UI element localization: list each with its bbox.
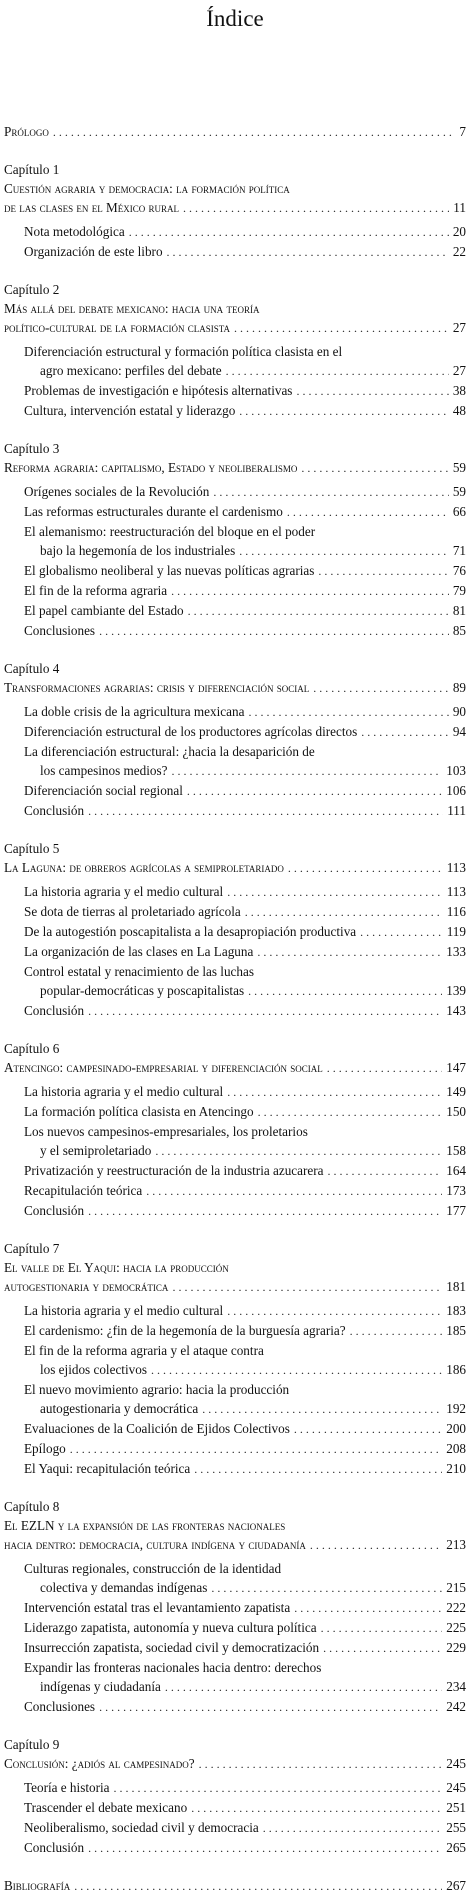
toc-entry[interactable] — [0, 1818, 470, 1838]
toc-entry[interactable] — [0, 1360, 470, 1380]
page-number: 245 — [446, 1780, 466, 1795]
entry-title: Epílogo — [24, 1441, 66, 1456]
toc-entry[interactable] — [0, 561, 470, 581]
toc-entry[interactable] — [0, 1439, 470, 1459]
page-number: 66 — [452, 504, 466, 519]
dot-leader — [227, 1083, 442, 1102]
chapter-title-line[interactable] — [0, 1535, 470, 1555]
dot-leader — [88, 1202, 442, 1221]
chapter-title-text: de las clases en el México rural — [4, 200, 180, 215]
entry-title: Orígenes sociales de la Revolución — [24, 484, 210, 499]
entry-title: La doble crisis de la agricultura mexicana — [24, 704, 245, 719]
page-number: 94 — [452, 724, 466, 739]
toc-entry[interactable] — [0, 1102, 470, 1122]
page-number: 27 — [452, 363, 466, 378]
entry-title: Las reformas estructurales durante el cardenismo — [24, 504, 283, 519]
dot-leader — [88, 1839, 442, 1858]
toc-entry-line — [0, 1341, 470, 1360]
chapter-block — [0, 1239, 470, 1479]
dot-leader — [146, 1182, 442, 1201]
dot-leader — [239, 542, 449, 561]
toc-entry[interactable] — [0, 702, 470, 722]
page-number: 48 — [452, 403, 466, 418]
entry-title: Liderazgo zapatista, autonomía y nueva cultura política — [24, 1620, 317, 1635]
page-number: 133 — [446, 944, 466, 959]
chapter-block — [0, 439, 470, 641]
page-number: 177 — [446, 1203, 466, 1218]
page-number: 200 — [446, 1421, 466, 1436]
entry-title: Conclusiones — [24, 1699, 96, 1714]
entry-title: El fin de la reforma agraria — [24, 583, 168, 598]
toc-entry-line — [0, 1380, 470, 1399]
page-number: 234 — [446, 1679, 466, 1694]
entry-title: Diferenciación social regional — [24, 783, 183, 798]
entry-title: Los nuevos campesinos-empresariales, los proletarios — [24, 1124, 308, 1139]
toc-entry-line — [0, 962, 470, 981]
toc-entry-bibliografia[interactable] — [0, 1876, 470, 1896]
dot-leader — [213, 483, 449, 502]
dot-leader — [171, 582, 449, 601]
page-number: 147 — [446, 1060, 466, 1075]
dot-leader — [88, 1002, 442, 1021]
entry-title: La organización de las clases en La Laguna — [24, 944, 254, 959]
page-number: 255 — [446, 1820, 466, 1835]
dot-leader — [294, 1420, 442, 1439]
toc-entry[interactable] — [0, 1459, 470, 1479]
dot-leader — [70, 1440, 442, 1459]
chapter-title-text: Cuestión agraria y democracia: la formación política — [4, 181, 290, 196]
entry-title: El fin de la reforma agraria y el ataque contra — [24, 1343, 264, 1358]
entry-title: Insurrección zapatista, sociedad civil y democratización — [24, 1640, 320, 1655]
entry-title: El Yaqui: recapitulación teórica — [24, 1461, 191, 1476]
entry-title: Organización de este libro — [24, 244, 163, 259]
page-number: 116 — [446, 904, 466, 919]
chapter-title-text: Transformaciones agrarias: crisis y diferenciación social — [4, 680, 310, 695]
chapter-title-text: El EZLN y la expansión de las fronteras nacionales — [4, 1518, 286, 1533]
chapter-title-text: hacia dentro: democracia, cultura indígena y ciudadanía — [4, 1537, 306, 1552]
page-number: 79 — [452, 583, 466, 598]
page-number: 143 — [446, 1003, 466, 1018]
page-number: 139 — [446, 983, 466, 998]
page-number: 173 — [446, 1183, 466, 1198]
chapter-title-text: Atencingo: campesinado-empresarial y diferenciación social — [4, 1060, 323, 1075]
chapter-label: Capítulo 9 — [4, 1737, 60, 1752]
chapter-title-line[interactable] — [0, 1277, 470, 1297]
page-number: 22 — [452, 244, 466, 259]
dot-leader — [301, 459, 448, 478]
page-number: 89 — [452, 680, 466, 695]
entry-title: Se dota de tierras al proletariado agrícola — [24, 904, 241, 919]
toc-entry[interactable] — [0, 1141, 470, 1161]
chapter-block — [0, 839, 470, 1021]
toc-entry[interactable] — [0, 1697, 470, 1717]
dot-leader — [114, 1779, 443, 1798]
entry-title: La historia agraria y el medio cultural — [24, 1084, 224, 1099]
entry-title: Teoría e historia — [24, 1780, 110, 1795]
entry-title: La diferenciación estructural: ¿hacia la desaparición de — [24, 744, 315, 759]
dot-leader — [258, 1103, 443, 1122]
chapter-block — [0, 1039, 470, 1221]
toc-entry[interactable] — [0, 1161, 470, 1181]
dot-leader — [318, 562, 448, 581]
page-number: 76 — [452, 563, 466, 578]
page-number: 185 — [446, 1323, 466, 1338]
toc-entry[interactable] — [0, 381, 470, 401]
chapter-title-text: Reforma agraria: capitalismo, Estado y neoliberalismo — [4, 460, 298, 475]
page-number: 113 — [446, 884, 466, 899]
entry-title: agro mexicano: perfiles del debate — [40, 363, 222, 378]
entry-title: Diferenciación estructural y formación política clasista en el — [24, 344, 343, 359]
chapter-title-line — [0, 299, 470, 318]
dot-leader — [226, 362, 449, 381]
page-number: 164 — [446, 1163, 466, 1178]
chapter-block — [0, 280, 470, 421]
entry-title: Culturas regionales, construcción de la identidad — [24, 1561, 282, 1576]
entry-title: De la autogestión poscapitalista a la desapropiación productiva — [24, 924, 357, 939]
dot-leader — [321, 1619, 443, 1638]
toc-entry[interactable] — [0, 482, 470, 502]
entry-title: Cultura, intervención estatal y liderazgo — [24, 403, 236, 418]
dot-leader — [296, 382, 448, 401]
toc-entry-line — [0, 1559, 470, 1578]
dot-leader — [328, 1162, 443, 1181]
entry-title: Evaluaciones de la Coalición de Ejidos Colectivos — [24, 1421, 290, 1436]
entry-title: Neoliberalismo, sociedad civil y democracia — [24, 1820, 259, 1835]
toc-entry[interactable] — [0, 1399, 470, 1419]
chapter-title-line[interactable] — [0, 318, 470, 338]
entry-title: Conclusión — [24, 803, 85, 818]
table-of-contents — [0, 122, 470, 1896]
entry-title: bajo la hegemonía de los industriales — [40, 543, 236, 558]
dot-leader — [165, 1678, 442, 1697]
chapter-title-line[interactable] — [0, 678, 470, 698]
toc-entry[interactable] — [0, 581, 470, 601]
chapter-title-line — [0, 1258, 470, 1277]
page-number: 181 — [446, 1279, 466, 1294]
toc-entry[interactable] — [0, 1838, 470, 1858]
entry-title: El papel cambiante del Estado — [24, 603, 184, 618]
dot-leader — [287, 503, 449, 522]
entry-title: El globalismo neoliberal y las nuevas políticas agrarias — [24, 563, 315, 578]
page-number: 213 — [446, 1537, 466, 1552]
entry-title: El alemanismo: reestructuración del bloque en el poder — [24, 524, 316, 539]
page-number: 208 — [446, 1441, 466, 1456]
dot-leader — [360, 923, 443, 942]
toc-entry-line — [0, 522, 470, 541]
chapter-label: Capítulo 4 — [4, 661, 60, 676]
dot-leader — [239, 402, 449, 421]
toc-entry-line — [0, 742, 470, 761]
chapter-block — [0, 1735, 470, 1858]
dot-leader — [361, 723, 449, 742]
toc-entry[interactable] — [0, 1201, 470, 1221]
dot-leader — [187, 782, 442, 801]
toc-entry[interactable] — [0, 1598, 470, 1618]
dot-leader — [88, 802, 443, 821]
dot-leader — [350, 1322, 443, 1341]
dot-leader — [183, 199, 449, 218]
toc-entry[interactable] — [0, 781, 470, 801]
chapter-title-text: La Laguna: de obreros agrícolas a semiproletariado — [4, 860, 284, 875]
page-number: 265 — [446, 1840, 466, 1855]
chapter-label: Capítulo 7 — [4, 1241, 60, 1256]
page-number: 85 — [452, 623, 466, 638]
chapter-title-text: El valle de El Yaqui: hacia la producción — [4, 1260, 229, 1275]
page-number: 229 — [446, 1640, 466, 1655]
dot-leader — [248, 982, 442, 1001]
page-number: 186 — [446, 1362, 466, 1377]
chapter-title-line[interactable] — [0, 1058, 470, 1078]
toc-entry[interactable] — [0, 1778, 470, 1798]
chapter-title-line[interactable] — [0, 1754, 470, 1774]
entry-title: Conclusión — [24, 1003, 85, 1018]
page-number: 11 — [453, 200, 466, 215]
entry-title: colectiva y demandas indígenas — [40, 1580, 208, 1595]
toc-entry[interactable] — [0, 1301, 470, 1321]
entry-title: autogestionaria y democrática — [40, 1401, 199, 1416]
page-number: 27 — [452, 320, 466, 335]
page-number: 225 — [446, 1620, 466, 1635]
page-number: 103 — [446, 763, 466, 778]
page-number: 71 — [452, 543, 466, 558]
section-list — [0, 342, 470, 421]
dot-leader — [263, 1819, 442, 1838]
page-number: 20 — [452, 224, 466, 239]
page-number: 215 — [446, 1580, 466, 1595]
entry-title: Prólogo — [4, 124, 49, 139]
chapter-title-line[interactable] — [0, 198, 470, 218]
toc-entry[interactable] — [0, 922, 470, 942]
page-number: 192 — [446, 1401, 466, 1416]
dot-leader — [288, 859, 443, 878]
dot-leader — [227, 883, 443, 902]
chapter-title-line — [0, 179, 470, 198]
dot-leader — [313, 679, 449, 698]
dot-leader — [171, 762, 442, 781]
dot-leader — [227, 1302, 442, 1321]
toc-entry-line — [0, 342, 470, 361]
page-number: 183 — [446, 1303, 466, 1318]
dot-leader — [294, 1599, 442, 1618]
dot-leader — [211, 1579, 442, 1598]
toc-entry[interactable] — [0, 541, 470, 561]
dot-leader — [99, 622, 449, 641]
chapter-label: Capítulo 1 — [4, 162, 60, 177]
section-list — [0, 222, 470, 262]
toc-entry[interactable] — [0, 601, 470, 621]
dot-leader — [194, 1460, 442, 1479]
chapter-block — [0, 659, 470, 821]
section-list — [0, 882, 470, 1021]
toc-entry[interactable] — [0, 1618, 470, 1638]
toc-entry[interactable] — [0, 1181, 470, 1201]
chapter-label: Capítulo 3 — [4, 441, 60, 456]
chapter-list — [0, 160, 470, 1858]
toc-entry[interactable] — [0, 1677, 470, 1697]
page-number: 106 — [446, 783, 466, 798]
page-number: 90 — [452, 704, 466, 719]
page-number: 59 — [452, 484, 466, 499]
dot-leader — [129, 223, 449, 242]
page-title: Índice — [206, 6, 264, 31]
dot-leader — [172, 1278, 442, 1297]
page-number: 59 — [452, 460, 466, 475]
toc-entry[interactable] — [0, 502, 470, 522]
dot-leader — [199, 1755, 443, 1774]
toc-entry[interactable] — [0, 1001, 470, 1021]
toc-entry-prologo[interactable] — [0, 122, 470, 142]
chapter-label: Capítulo 5 — [4, 841, 60, 856]
page-number: 7 — [459, 124, 466, 139]
page-number: 150 — [446, 1104, 466, 1119]
dot-leader — [234, 319, 449, 338]
toc-entry[interactable] — [0, 222, 470, 242]
entry-title: Trascender el debate mexicano — [24, 1800, 188, 1815]
entry-title: indígenas y ciudadanía — [40, 1679, 161, 1694]
page-number: 111 — [447, 803, 466, 818]
page-number: 113 — [446, 860, 466, 875]
page-number: 267 — [446, 1878, 466, 1893]
dot-leader — [248, 703, 448, 722]
dot-leader — [245, 903, 443, 922]
toc-entry[interactable] — [0, 801, 470, 821]
entry-title: La historia agraria y el medio cultural — [24, 1303, 224, 1318]
chapter-title-text: político-cultural de la formación clasista — [4, 320, 231, 335]
chapter-title-line[interactable] — [0, 858, 470, 878]
entry-title: Control estatal y renacimiento de las luchas — [24, 964, 254, 979]
chapter-title-text: Conclusión: ¿adiós al campesinado? — [4, 1756, 195, 1771]
entry-title: y el semiproletariado — [40, 1143, 152, 1158]
page-number: 38 — [452, 383, 466, 398]
section-list — [0, 1301, 470, 1479]
chapter-title-text: Más allá del debate mexicano: hacia una teoría — [4, 301, 260, 316]
toc-entry[interactable] — [0, 942, 470, 962]
toc-entry[interactable] — [0, 242, 470, 262]
toc-entry[interactable] — [0, 1578, 470, 1598]
toc-entry[interactable] — [0, 722, 470, 742]
section-list — [0, 702, 470, 821]
dot-leader — [74, 1877, 442, 1896]
entry-title: Bibliografía — [4, 1878, 71, 1893]
entry-title: El nuevo movimiento agrario: hacia la producción — [24, 1382, 290, 1397]
entry-title: Conclusión — [24, 1203, 85, 1218]
chapter-title-line — [0, 1516, 470, 1535]
toc-entry[interactable] — [0, 882, 470, 902]
entry-title: Recapitulación teórica — [24, 1183, 143, 1198]
chapter-title-text: autogestionaria y democrática — [4, 1279, 169, 1294]
page-number: 158 — [446, 1143, 466, 1158]
page-number: 251 — [446, 1800, 466, 1815]
page-number: 222 — [446, 1600, 466, 1615]
page-number: 119 — [446, 924, 466, 939]
section-list — [0, 1559, 470, 1717]
dot-leader — [323, 1639, 442, 1658]
entry-title: Nota metodológica — [24, 224, 125, 239]
dot-leader — [191, 1799, 442, 1818]
page-number: 245 — [446, 1756, 466, 1771]
entry-title: Problemas de investigación e hipótesis alternativas — [24, 383, 293, 398]
entry-title: los ejidos colectivos — [40, 1362, 147, 1377]
chapter-label: Capítulo 6 — [4, 1041, 60, 1056]
toc-entry[interactable] — [0, 981, 470, 1001]
entry-title: Conclusiones — [24, 623, 96, 638]
entry-title: Diferenciación estructural de los productores agrícolas directos — [24, 724, 358, 739]
chapter-label: Capítulo 2 — [4, 282, 60, 297]
chapter-block — [0, 1497, 470, 1717]
toc-entry[interactable] — [0, 1798, 470, 1818]
page-number: 210 — [446, 1461, 466, 1476]
section-list — [0, 1778, 470, 1858]
section-list — [0, 482, 470, 641]
entry-title: Conclusión — [24, 1840, 85, 1855]
page-number: 149 — [446, 1084, 466, 1099]
page-number: 242 — [446, 1699, 466, 1714]
entry-title: Intervención estatal tras el levantamiento zapatista — [24, 1600, 291, 1615]
dot-leader — [151, 1361, 442, 1380]
entry-title: Expandir las fronteras nacionales hacia dentro: derechos — [24, 1660, 322, 1675]
dot-leader — [327, 1059, 442, 1078]
toc-entry[interactable] — [0, 761, 470, 781]
toc-entry[interactable] — [0, 621, 470, 641]
entry-title: La historia agraria y el medio cultural — [24, 884, 224, 899]
dot-leader — [99, 1698, 442, 1717]
toc-entry[interactable] — [0, 401, 470, 421]
toc-entry[interactable] — [0, 1321, 470, 1341]
entry-title: Privatización y reestructuración de la industria azucarera — [24, 1163, 324, 1178]
chapter-title-line[interactable] — [0, 458, 470, 478]
dot-leader — [155, 1142, 442, 1161]
entry-title: los campesinos medios? — [40, 763, 168, 778]
toc-entry[interactable] — [0, 1082, 470, 1102]
dot-leader — [310, 1536, 442, 1555]
dot-leader — [167, 243, 449, 262]
page-number: 81 — [452, 603, 466, 618]
section-list — [0, 1082, 470, 1221]
chapter-label: Capítulo 8 — [4, 1499, 60, 1514]
toc-entry[interactable] — [0, 902, 470, 922]
toc-entry-line — [0, 1658, 470, 1677]
toc-entry[interactable] — [0, 361, 470, 381]
entry-title: popular-democráticas y poscapitalistas — [40, 983, 245, 998]
toc-entry[interactable] — [0, 1638, 470, 1658]
dot-leader — [188, 602, 449, 621]
toc-entry[interactable] — [0, 1419, 470, 1439]
chapter-block — [0, 160, 470, 262]
entry-title: El cardenismo: ¿fin de la hegemonía de la burguesía agraria? — [24, 1323, 346, 1338]
toc-entry-line — [0, 1122, 470, 1141]
dot-leader — [53, 123, 456, 142]
dot-leader — [257, 943, 442, 962]
dot-leader — [202, 1400, 442, 1419]
entry-title: La formación política clasista en Atencingo — [24, 1104, 254, 1119]
